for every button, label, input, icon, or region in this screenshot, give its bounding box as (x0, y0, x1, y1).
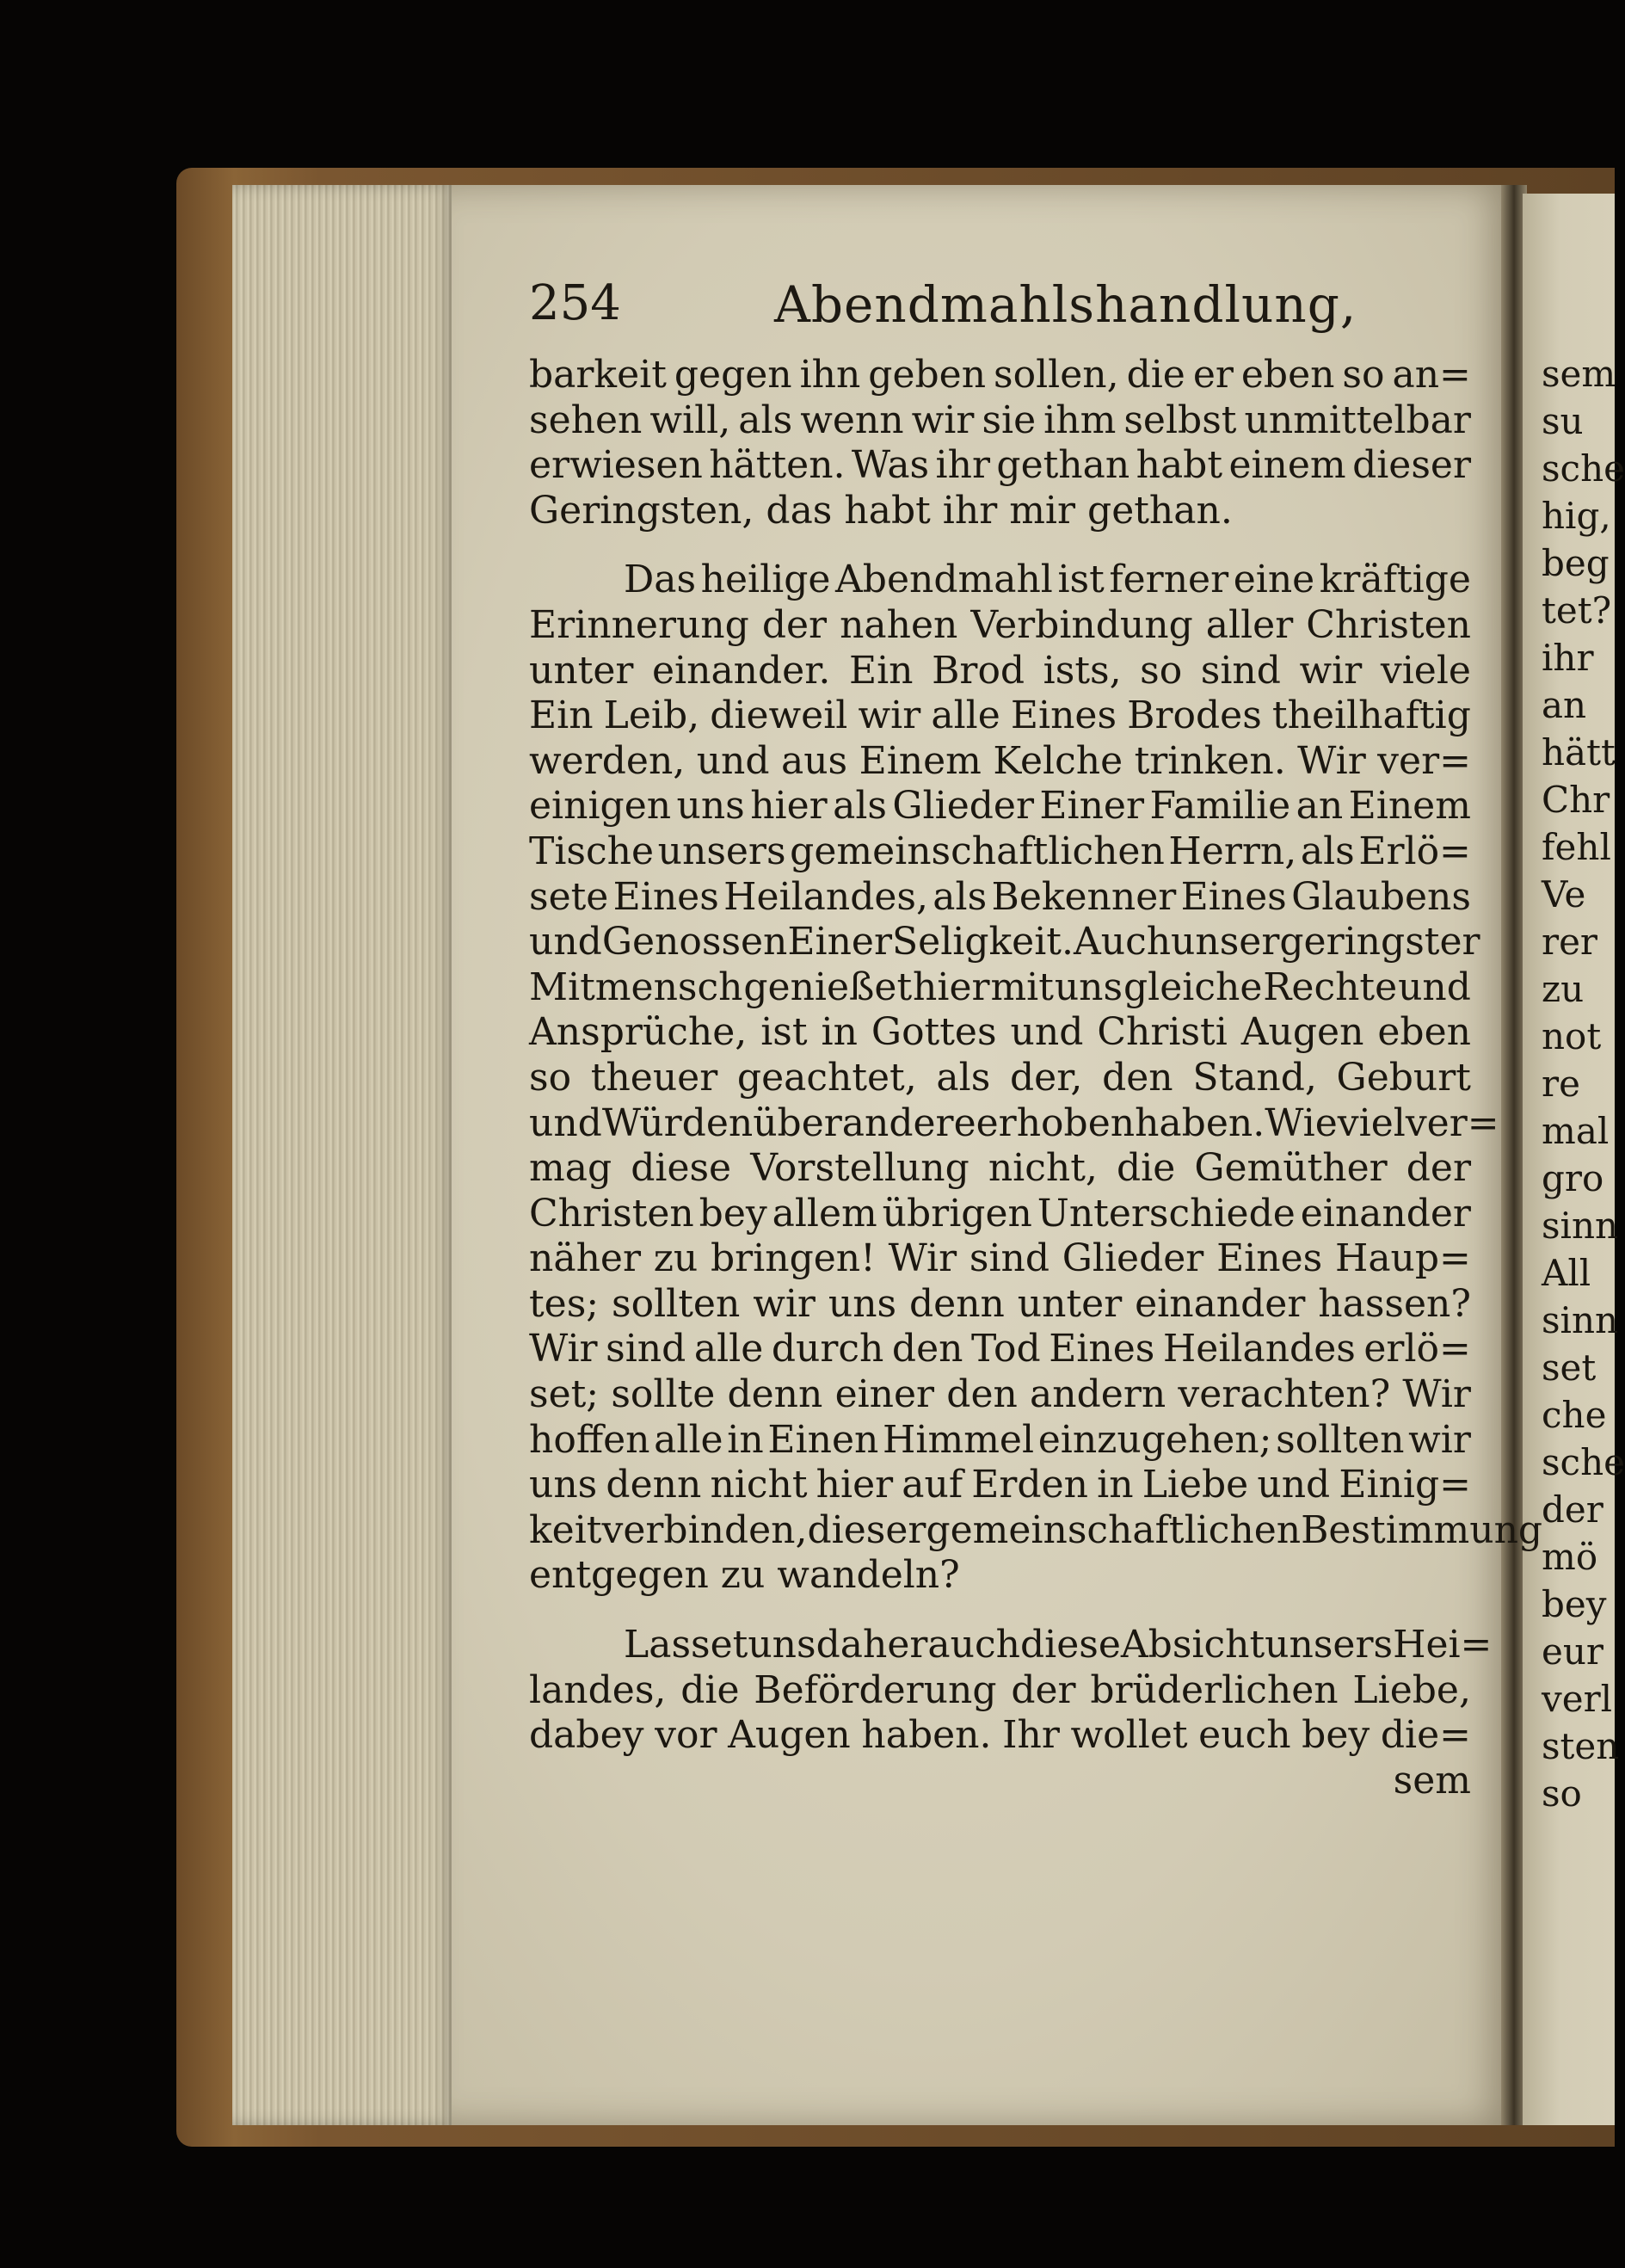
text-line: und Würden über andere erhoben haben. Wie viel ver= (529, 1100, 1499, 1145)
facing-page (1523, 194, 1625, 2125)
page-header (529, 275, 1467, 344)
page-edges (232, 185, 456, 2125)
facing-page-fragment: che (1542, 1394, 1607, 1436)
body-text (529, 353, 1543, 1803)
facing-page-fragment: sem (1542, 353, 1616, 395)
text-line: Christen bey allem übrigen Unterschiede einander (529, 1191, 1471, 1236)
paragraph (529, 353, 1471, 533)
facing-page-fragment: bey (1542, 1583, 1607, 1625)
facing-page-fragment: rer (1542, 921, 1598, 963)
text-line: Geringsten, das habt ihr mir gethan. (529, 488, 1233, 533)
facing-page-fragment: tet? (1542, 589, 1612, 632)
facing-page-fragment: mö (1542, 1536, 1598, 1578)
text-line: uns denn nicht hier auf Erden in Liebe und Einig= (529, 1463, 1471, 1507)
text-line: dabey vor Augen haben. Ihr wollet euch bey die= (529, 1713, 1471, 1758)
facing-page-fragment: not (1542, 1015, 1602, 1057)
facing-page-fragment: der (1542, 1488, 1603, 1531)
text-line: werden, und aus Einem Kelche trinken. Wir ver= (529, 738, 1471, 783)
text-line: sehen will, als wenn wir sie ihm selbst unmittelbar (529, 398, 1471, 442)
facing-page-fragment: hig, (1542, 495, 1611, 537)
facing-page-fragment: mal (1542, 1110, 1610, 1152)
paragraph (529, 1623, 1493, 1759)
catchword: sem (1393, 1758, 1471, 1803)
text-line: barkeit gegen ihn geben sollen, die er eben so an= (529, 353, 1471, 397)
text-line: mag diese Vorstellung nicht, die Gemüther der (529, 1146, 1471, 1191)
facing-page-fragment: su (1542, 400, 1584, 442)
text-line: Ein Leib, dieweil wir alle Eines Brodes theilhaftig (529, 693, 1471, 738)
text-line: so theuer geachtet, als der, den Stand, Geburt (529, 1055, 1471, 1100)
text-line: und Genossen Einer Seligkeit. Auch unser geringster (529, 920, 1480, 965)
text-line: sete Eines Heilandes, als Bekenner Eines Glaubens (529, 874, 1471, 919)
paragraph (529, 558, 1543, 1599)
text-line: Das heilige Abendmahl ist ferner eine kräftige (624, 558, 1471, 602)
text-line: entgegen zu wandeln? (529, 1553, 960, 1598)
facing-page-fragment: hätt (1542, 731, 1616, 773)
facing-page-fragment: eur (1542, 1630, 1603, 1673)
text-line: Erinnerung der nahen Verbindung aller Christen (529, 602, 1471, 647)
facing-page-fragment: Ve (1542, 873, 1586, 915)
facing-page-fragment: set (1542, 1347, 1597, 1389)
text-line: landes, die Beförderung der brüderlichen Liebe, (529, 1667, 1471, 1712)
facing-page-fragment: so (1542, 1772, 1582, 1815)
facing-page-fragment: sten (1542, 1725, 1620, 1767)
text-line: erwiesen hätten. Was ihr gethan habt einem dieser (529, 443, 1471, 488)
facing-page-fragment: sinn (1542, 1299, 1619, 1341)
text-line: Tische unsers gemeinschaftlichen Herrn, als Erlö= (529, 829, 1471, 873)
text-line: keit verbinden, dieser gemeinschaftlichen Bestimmung (529, 1507, 1543, 1552)
text-line: hoffen alle in Einen Himmel einzugehen; sollten wir (529, 1417, 1471, 1462)
text-line: set; sollte denn einer den andern verachten? Wir (529, 1372, 1471, 1417)
facing-page-fragment: gro (1542, 1157, 1604, 1199)
facing-page-fragment: sche (1542, 447, 1625, 490)
facing-page-fragment: Chr (1542, 779, 1610, 821)
facing-page-fragment: fehl (1542, 826, 1611, 868)
text-line: Lasset uns daher auch diese Absicht unsers Hei= (624, 1623, 1493, 1667)
facing-page-fragment: zu (1542, 968, 1585, 1010)
facing-page-fragment: ihr (1542, 637, 1594, 679)
facing-page-fragment: beg (1542, 542, 1610, 584)
running-head: Abendmahlshandlung, (774, 275, 1357, 334)
facing-page-fragment: verl (1542, 1678, 1613, 1720)
text-line: Mitmensch genießet hier mit uns gleiche Rechte und (529, 965, 1471, 1009)
facing-page-fragment: sinn (1542, 1205, 1619, 1247)
text-line: tes; sollten wir uns denn unter einander hassen? (529, 1281, 1471, 1326)
facing-page-fragment: re (1542, 1063, 1580, 1105)
facing-page-fragment: sche (1542, 1441, 1625, 1483)
text-line: einigen uns hier als Glieder Einer Familie an Einem (529, 784, 1471, 829)
facing-page-fragment: All (1542, 1252, 1591, 1294)
facing-page-fragment: an (1542, 684, 1587, 726)
page-number: 254 (529, 275, 621, 331)
text-line: Ansprüche, ist in Gottes und Christi Augen eben (529, 1010, 1471, 1055)
text-line: näher zu bringen! Wir sind Glieder Eines Haup= (529, 1236, 1471, 1281)
text-line: unter einander. Ein Brod ists, so sind wir viele (529, 648, 1471, 693)
text-line: Wir sind alle durch den Tod Eines Heilandes erlö= (529, 1327, 1471, 1371)
